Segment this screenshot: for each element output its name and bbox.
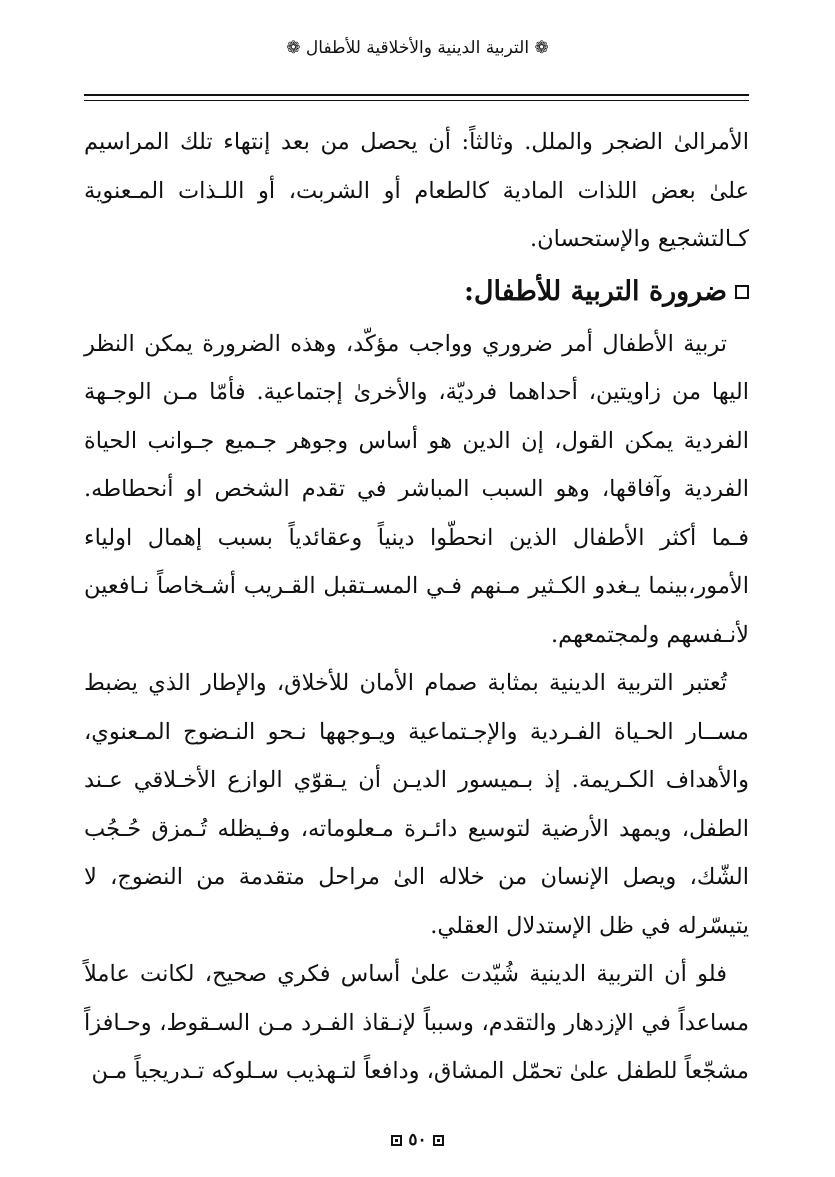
- running-header: ❁ التربية الدينية والأخلاقية للأطفال ❁: [286, 38, 549, 58]
- paragraph-1: الأمرالىٰ الضجر والملل. وثالثاً: أن يحصل من بعد إنتهاء تلك المراسيم علىٰ بعض اللذات المادية كالطعام أو الشربت، أو اللـذات المـعنوية كـالتشجيع والإستحسان.: [84, 129, 749, 252]
- header-rule-thick: [84, 94, 749, 96]
- paragraph-2: تربية الأطفال أمر ضروري وواجب مؤكّد، وهذه الضرورة يمكن النظر اليها من زاويتين، أحداهما فرديّة، والأخرىٰ إجتماعية. فأمّا مـن الوجـهة الفردية يمكن القول، إن الدين هو أساس وجوهر جـميع جـوانب الحياة الفردية وآفاقها، وهو السبب المباشر في تقدم الشخص او أنحطاطه. فـما أكثر الأطفال الذين انحطّوا دينياً وعقائدياً بسبب إهمال اولياء الأمور،بينما يـغدو الكـثير مـنهم فـي المسـتقبل القـريب أشـخاصاً نـافعين لأنـفسهم ولمجتمعهم.: [84, 330, 749, 648]
- page-body: [84, 118, 749, 1096]
- paragraph-4: فلو أن التربية الدينية شُيّدت علىٰ أساس فكري صحيح، لكانت عاملاً مساعداً في الإزدهار والتقدم، وسبباً لإنـقاذ الفـرد مـن السـقوط، وحـافزاً مشجّعاً للطفل علىٰ تحمّل المشاق، ودافعاً لتـهذيب سـلوكه تـدريجياً مـن: [84, 961, 749, 1084]
- page-footer: [0, 1130, 835, 1150]
- paragraph-3: تُعتبر التربية الدينية بمثابة صمام الأمان للأخلاق، والإطار الذي يضبط مســار الحـياة الفـردية والإجـتماعية ويـوجهها نـحو النـضوج المـعنوي، والأهداف الكـريمة. إذ بـميسور الديـن أن يـقوّي الوازع الأخـلاقي عـند الطفل، ويمهد الأرضية لتوسيع دائـرة مـعلوماته، وفـيظله تُـمزق حُـجُب الشّك، ويصل الإنسان من خلاله الىٰ مراحل متقدمة من النضوج، لا يتيسّرله في ظل الإستدلال العقلي.: [84, 670, 749, 939]
- page-number: ٥٠: [408, 1130, 427, 1150]
- header-rule-thin: [84, 100, 749, 101]
- square-ornament-icon: [391, 1135, 402, 1146]
- section-heading-text: ضرورة التربية للأطفال:: [463, 275, 727, 307]
- section-heading: [84, 264, 749, 320]
- square-ornament-icon: [433, 1135, 444, 1146]
- square-bullet-icon: [735, 285, 749, 299]
